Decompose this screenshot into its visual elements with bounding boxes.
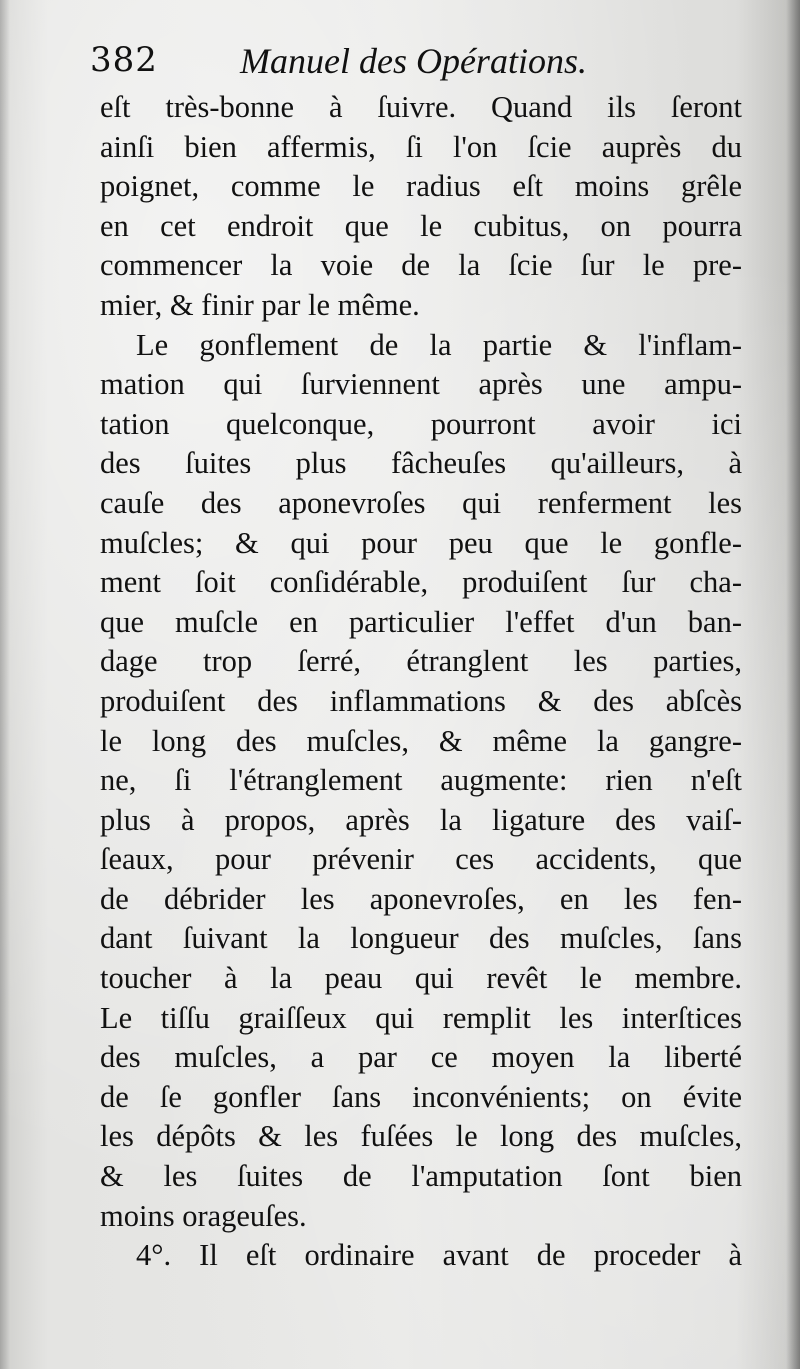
text-line: dage trop ſerré, étranglent les parties, (100, 644, 742, 679)
text-line: Le gonflement de la partie & l'inflam- (136, 327, 742, 362)
text-line: en cet endroit que le cubitus, on pourra (100, 208, 742, 243)
text-line: produiſent des inflammations & des abſcès (100, 683, 742, 718)
text-line: poignet, comme le radius eſt moins grêle (100, 169, 742, 204)
text-line: ne, ſi l'étranglement augmente: rien n'eſt (100, 763, 742, 798)
text-line: commencer la voie de la ſcie ſur le pre- (100, 248, 742, 283)
text-line: de ſe gonfler ſans inconvénients; on évite (100, 1079, 742, 1114)
text-line: ment ſoit conſidérable, produiſent ſur cha- (100, 565, 742, 600)
running-head: Manuel des Opérations. (240, 41, 587, 81)
text-line: le long des muſcles, & même la gangre- (100, 723, 742, 758)
page-number: 382 (90, 40, 158, 80)
text-line: dant ſuivant la longueur des muſcles, ſans (100, 921, 742, 956)
text-line: 4°. Il eſt ordinaire avant de proceder à (136, 1238, 742, 1273)
body-text (100, 88, 742, 1276)
text-line: que muſcle en particulier l'effet d'un ban- (100, 604, 742, 639)
text-line: & les ſuites de l'amputation ſont bien (100, 1159, 742, 1194)
text-line: moins orageuſes. (100, 1198, 307, 1233)
text-line: muſcles; & qui pour peu que le gonfle- (100, 525, 742, 560)
text-line: mier, & finir par le même. (100, 287, 420, 322)
text-line: mation qui ſurviennent après une ampu- (100, 367, 742, 402)
text-line: toucher à la peau qui revêt le membre. (100, 961, 742, 996)
text-line: plus à propos, après la ligature des vaiſ- (100, 802, 742, 837)
text-line: les dépôts & les fuſées le long des muſcles, (100, 1119, 742, 1154)
text-line: des ſuites plus fâcheuſes qu'ailleurs, à (100, 446, 742, 481)
text-line: des muſcles, a par ce moyen la liberté (100, 1040, 742, 1075)
text-line: Le tiſſu graiſſeux qui remplit les interſtices (100, 1000, 742, 1035)
page-right-shadow (786, 0, 800, 1369)
text-line: ſeaux, pour prévenir ces accidents, que (100, 842, 742, 877)
text-line: eſt très-bonne à ſuivre. Quand ils ſeront (100, 90, 742, 124)
text-line: cauſe des aponevroſes qui renferment les (100, 485, 742, 520)
text-line: ainſi bien affermis, ſi l'on ſcie auprès du (100, 129, 742, 164)
text-line: de débrider les aponevroſes, en les fen- (100, 881, 742, 916)
text-line: tation quelconque, pourront avoir ici (100, 406, 742, 441)
page-left-shadow (0, 0, 10, 1369)
